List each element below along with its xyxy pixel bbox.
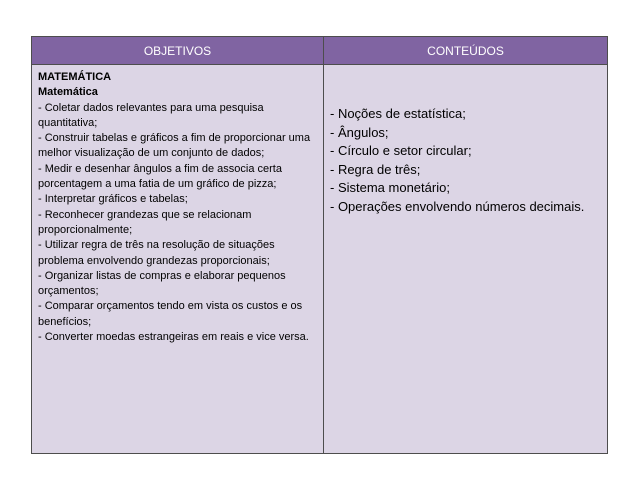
objective-item: - Construir tabelas e gráficos a fim de proporcionar uma melhor visualização de um conjunto de dados; (38, 132, 311, 160)
objective-item: - Comparar orçamentos tendo em vista os custos e os benefícios; (38, 300, 303, 328)
objective-item: - Utilizar regra de três na resolução de situações problema envolvendo grandezas proporcionais; (38, 239, 275, 267)
content-item: - Sistema monetário; (330, 180, 450, 195)
header-row (32, 37, 608, 65)
content-item: - Ângulos; (330, 124, 389, 140)
objective-item: - Organizar listas de compras e elaborar pequenos orçamentos; (38, 269, 286, 298)
objective-item: - Reconhecer grandezas que se relacionam proporcionalmente; (38, 208, 252, 236)
subject-heading: Matemática (38, 86, 98, 99)
content-item: - Operações envolvendo números decimais. (330, 198, 585, 214)
objective-item: - Converter moedas estrangeiras em reais e vice versa. (38, 331, 309, 344)
subject-heading-upper: MATEMÁTICA (38, 71, 112, 83)
header-objetivos: OBJETIVOS (32, 37, 324, 65)
content-item: - Noções de estatística; (330, 106, 466, 121)
objective-item: - Interpretar gráficos e tabelas; (38, 193, 188, 206)
conteudos-cell (324, 65, 608, 454)
objective-item: - Medir e desenhar ângulos a fim de associa certa porcentagem a uma fatia de um gráfico de pizza; (38, 162, 282, 191)
content-item: - Regra de três; (330, 161, 421, 177)
content-table (31, 36, 608, 454)
table-row (32, 65, 608, 454)
objective-item: - Coletar dados relevantes para uma pesquisa quantitativa; (38, 101, 264, 129)
content-item: - Círculo e setor circular; (330, 143, 472, 158)
header-conteudos: CONTEÚDOS (324, 37, 608, 65)
objetivos-cell (32, 65, 324, 454)
